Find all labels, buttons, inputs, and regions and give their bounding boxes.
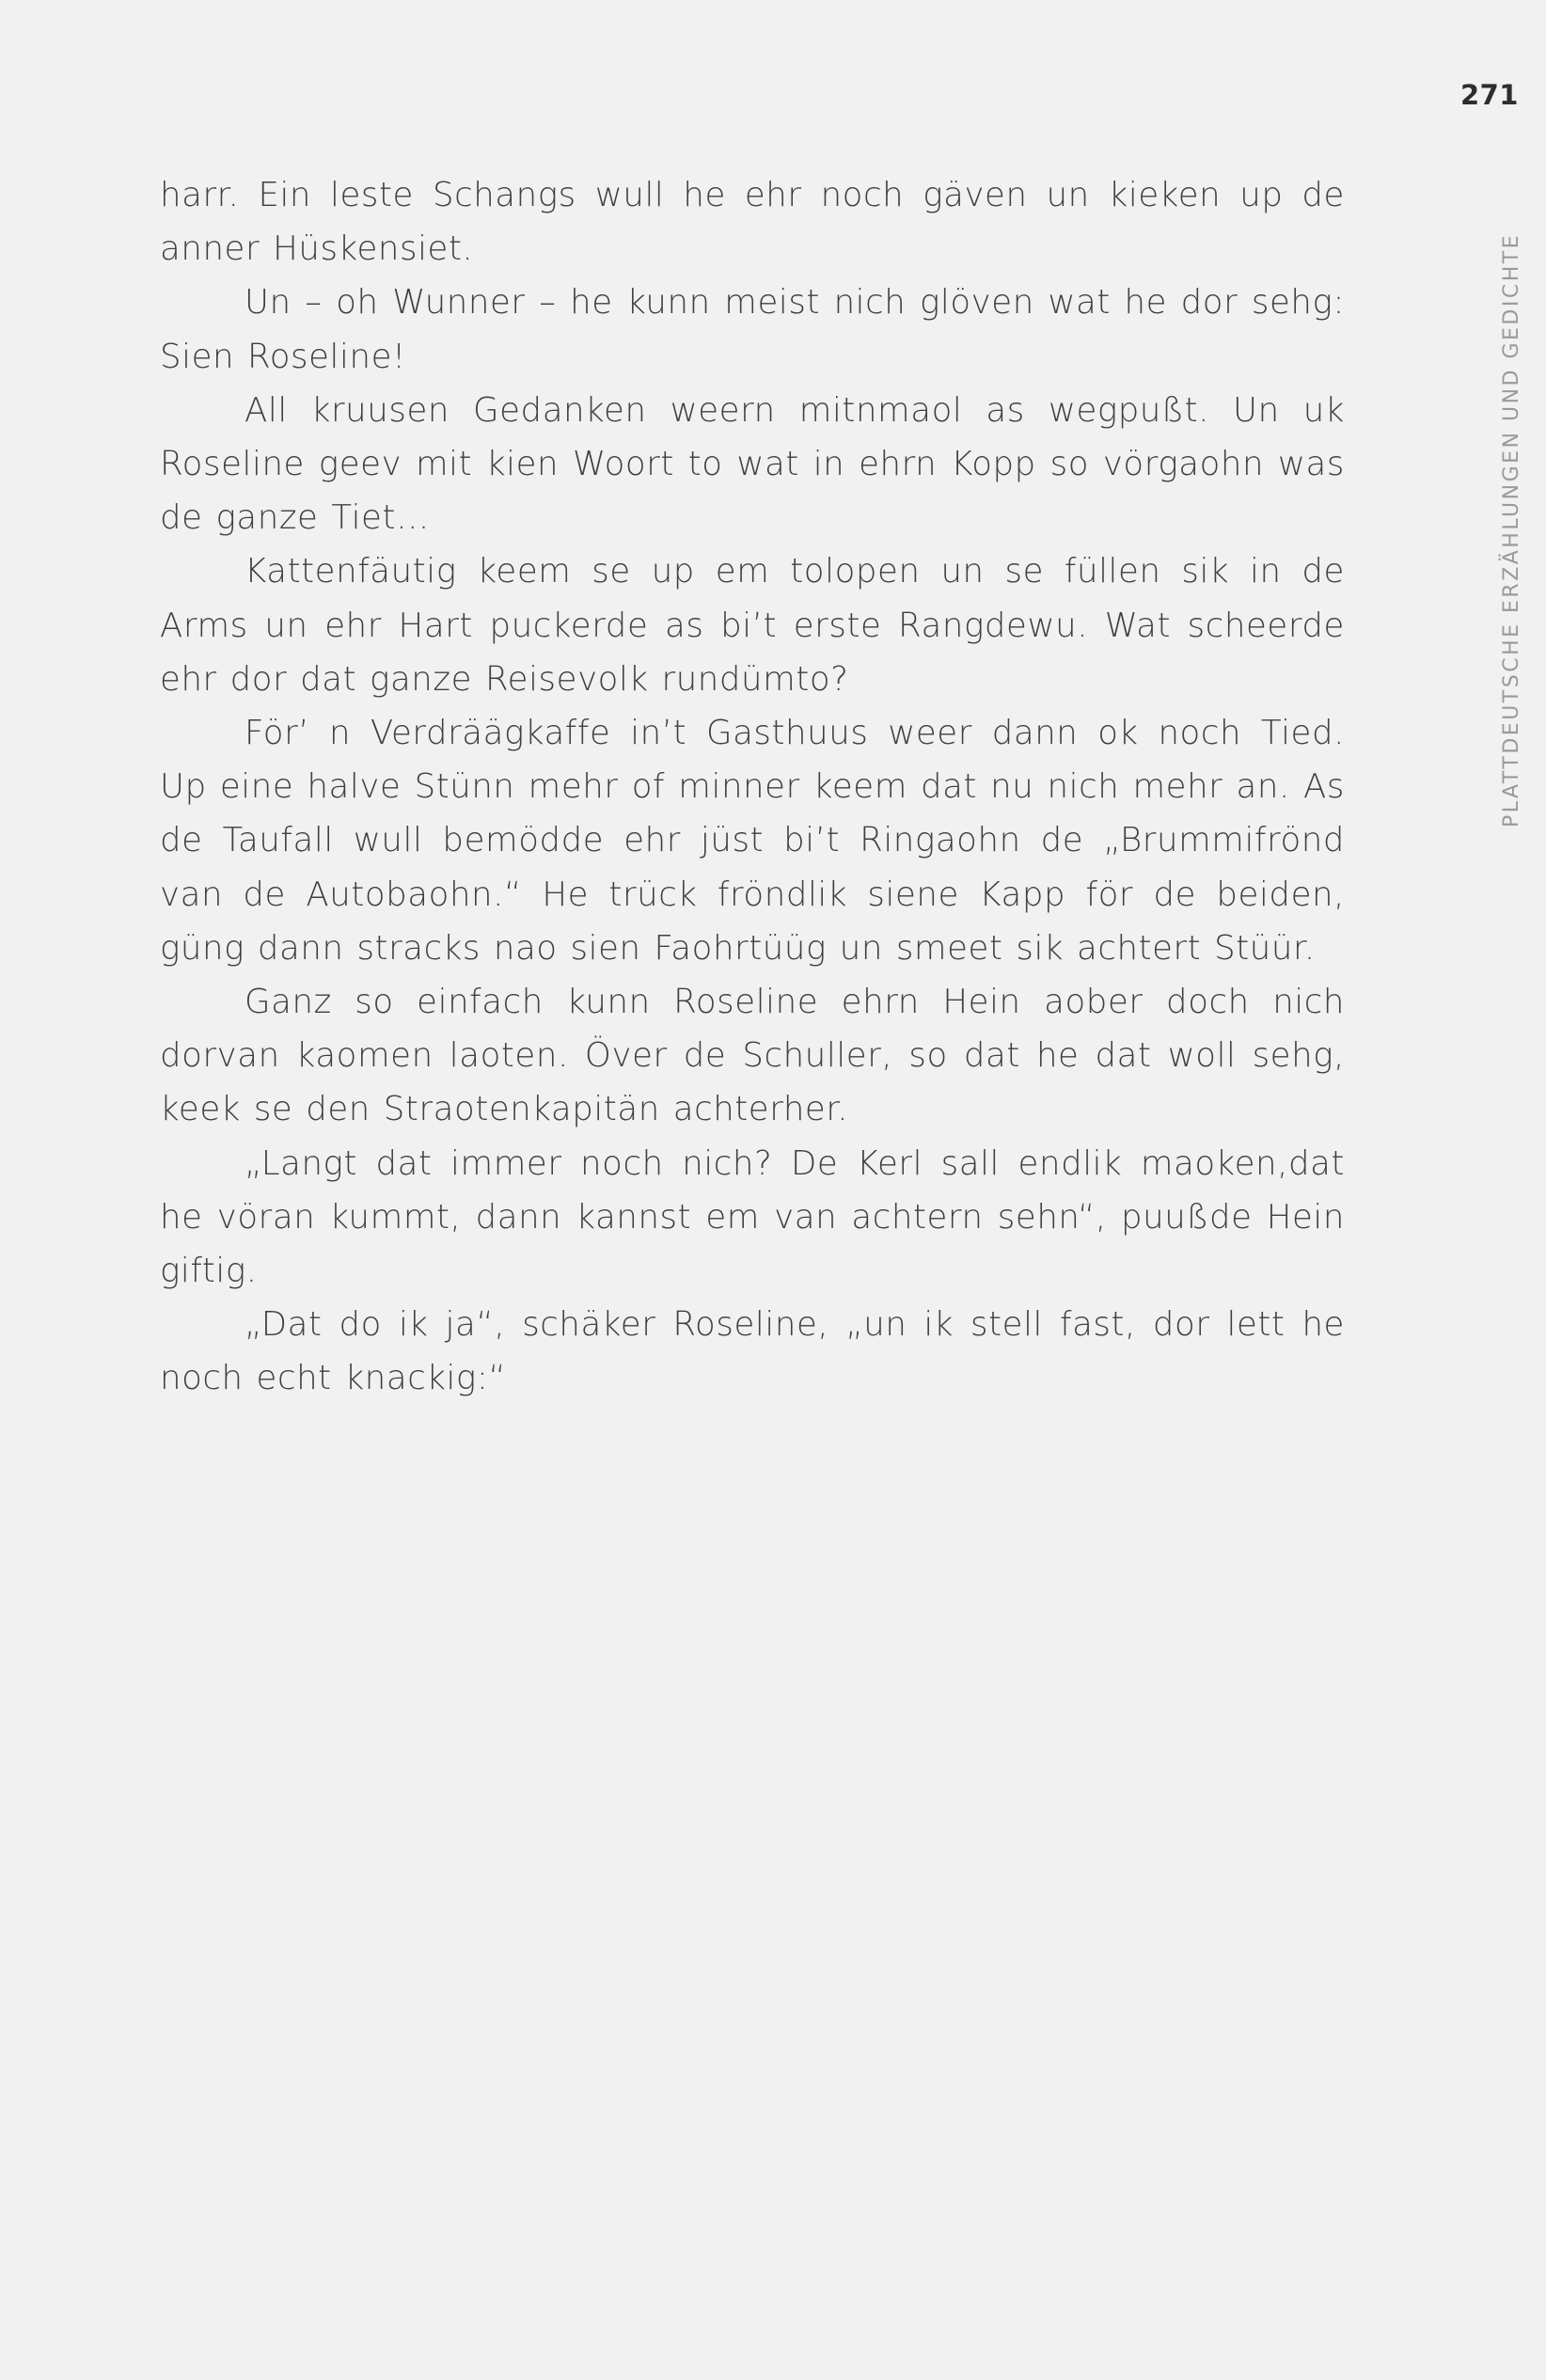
paragraph-3: All kruusen Gedanken weern mitnmaol as wegpußt. Un uk Roseline geev mit kien Woort to wat in ehrn Kopp so vörgaohn was de ganze Tiet…: [160, 390, 1345, 538]
body-text: [160, 168, 1345, 1406]
page-number: 271: [1459, 79, 1519, 111]
paragraph-4: Kattenfäutig keem se up em tolopen un se füllen sik in de Arms un ehr Hart puckerde as bi’t erste Rangdewu. Wat scheerde ehr dor dat ganze Reisevolk rundümto?: [160, 552, 1345, 699]
paragraph-6: Ganz so einfach kunn Roseline ehrn Hein aober doch nich dorvan kaomen laoten. Över de Schuller, so dat he dat woll sehg, keek se den Straotenkapitän achterher.: [160, 983, 1345, 1129]
paragraph-8: „Dat do ik ja“, schäker Roseline, „un ik stell fast, dor lett he noch echt knackig:“: [160, 1305, 1345, 1398]
paragraph-7: „Langt dat immer noch nich? De Kerl sall endlik maoken,dat he vöran kummt, dann kannst em van achtern sehn“, puußde Hein giftig.: [160, 1143, 1345, 1291]
paragraph-5: För’ n Verdräägkaffe in’t Gasthuus weer dann ok noch Tied. Up eine halve Stünn mehr of minner keem dat nu nich mehr an. As de Taufall wull bemödde ehr jüst bi’t Ringaohn de „Brummifrönd van de Autobaohn.“ He trück fröndlik siene Kapp för de beiden, güng dann stracks nao sien Faohrtüüg un smeet sik achtert Stüür.: [160, 714, 1345, 968]
paragraph-1: harr. Ein leste Schangs wull he ehr noch gäven un kieken up de anner Hüskensiet.: [160, 176, 1345, 269]
paragraph-2: Un – oh Wunner – he kunn meist nich glöven wat he dor sehg: Sien Roseline!: [160, 283, 1345, 376]
running-head: PLATTDEUTSCHE ERZÄHLUNGEN UND GEDICHTE: [1500, 232, 1523, 827]
